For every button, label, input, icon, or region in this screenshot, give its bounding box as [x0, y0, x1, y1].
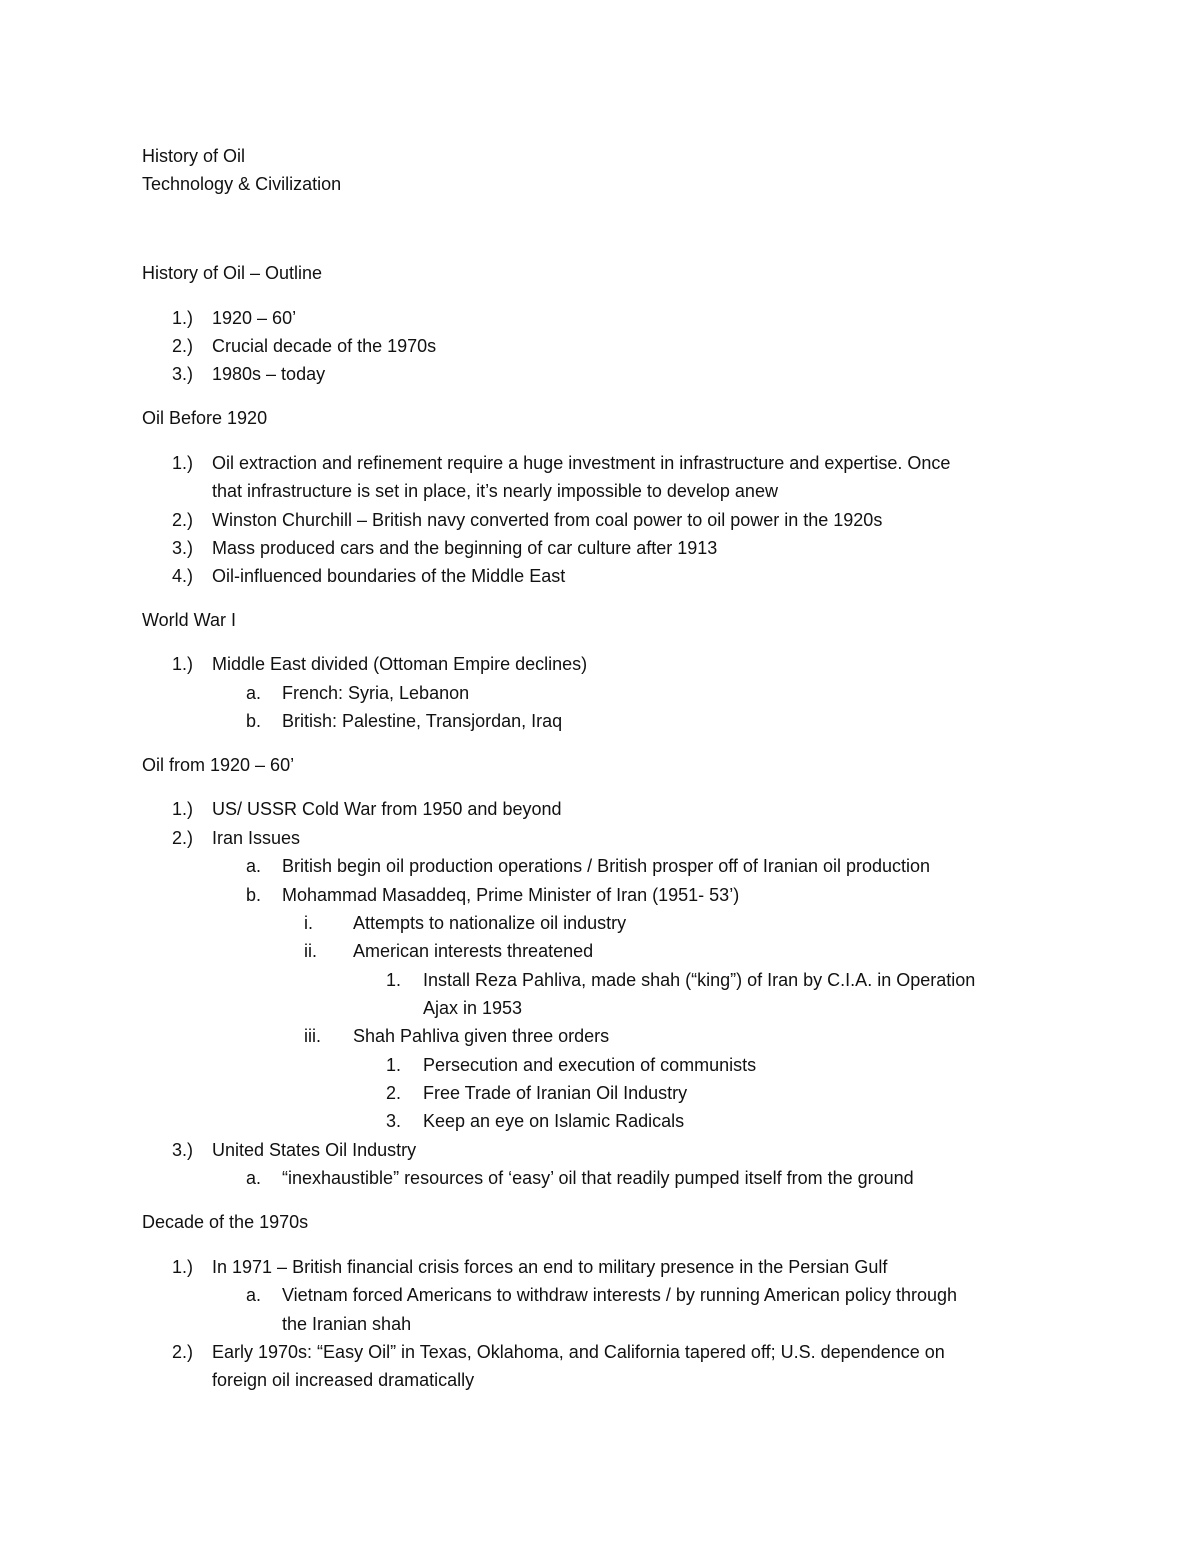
sublist-marker: a.	[246, 1168, 262, 1188]
list-item: Oil extraction and refinement require a huge investment in infrastructure and expertise. Once	[212, 453, 951, 473]
section-heading-before-1920: Oil Before 1920	[142, 408, 268, 428]
list-item: Winston Churchill – British navy converted from coal power to oil power in the 1920s	[212, 510, 883, 530]
numbered-item: Persecution and execution of communists	[423, 1055, 757, 1075]
list-item: 1920 – 60’	[212, 308, 297, 328]
sublist-item: Mohammad Masaddeq, Prime Minister of Iran (1951- 53’)	[282, 885, 740, 905]
list-item: In 1971 – British financial crisis forces an end to military presence in the Persian Gulf	[212, 1257, 888, 1277]
list-item: Iran Issues	[212, 828, 301, 848]
numbered-item-continuation: Ajax in 1953	[423, 998, 523, 1018]
numbered-item: Install Reza Pahliva, made shah (“king”) of Iran by C.I.A. in Operation	[423, 970, 976, 990]
numbered-marker: 1.	[386, 1055, 402, 1075]
section-heading-outline: History of Oil – Outline	[142, 263, 323, 283]
list-marker: 4.)	[172, 566, 194, 586]
list-marker: 2.)	[172, 510, 194, 530]
roman-marker: ii.	[304, 941, 317, 961]
sublist-item: British begin oil production operations / British prosper off of Iranian oil production	[282, 856, 931, 876]
sublist-item: Vietnam forced Americans to withdraw interests / by running American policy through	[282, 1285, 957, 1305]
list-marker: 3.)	[172, 1140, 194, 1160]
list-marker: 3.)	[172, 538, 194, 558]
sublist-item-continuation: the Iranian shah	[282, 1314, 412, 1334]
list-marker: 1.)	[172, 453, 194, 473]
list-item: 1980s – today	[212, 364, 326, 384]
roman-item: Attempts to nationalize oil industry	[353, 913, 627, 933]
list-item-continuation: that infrastructure is set in place, it’s nearly impossible to develop anew	[212, 481, 778, 501]
sublist-marker: b.	[246, 885, 262, 905]
course-name: Technology & Civilization	[142, 174, 342, 194]
roman-item: American interests threatened	[353, 941, 594, 961]
sublist-item: British: Palestine, Transjordan, Iraq	[282, 711, 563, 731]
sublist-item: French: Syria, Lebanon	[282, 683, 470, 703]
section-heading-ww1: World War I	[142, 610, 237, 630]
sublist-marker: a.	[246, 1285, 262, 1305]
roman-marker: i.	[304, 913, 313, 933]
sublist-marker: a.	[246, 856, 262, 876]
section-heading-1970s: Decade of the 1970s	[142, 1212, 309, 1232]
list-item: Early 1970s: “Easy Oil” in Texas, Oklahoma, and California tapered off; U.S. dependence on	[212, 1342, 945, 1362]
list-marker: 2.)	[172, 336, 194, 356]
numbered-item: Keep an eye on Islamic Radicals	[423, 1111, 685, 1131]
list-marker: 1.)	[172, 799, 194, 819]
document-title: History of Oil	[142, 146, 246, 166]
list-item: Mass produced cars and the beginning of car culture after 1913	[212, 538, 718, 558]
list-marker: 3.)	[172, 364, 194, 384]
list-marker: 2.)	[172, 828, 194, 848]
list-marker: 1.)	[172, 1257, 194, 1277]
section-heading-1920-60: Oil from 1920 – 60’	[142, 755, 295, 775]
list-item: Crucial decade of the 1970s	[212, 336, 437, 356]
sublist-marker: b.	[246, 711, 262, 731]
list-item: Oil-influenced boundaries of the Middle East	[212, 566, 566, 586]
roman-marker: iii.	[304, 1026, 321, 1046]
list-marker: 2.)	[172, 1342, 194, 1362]
sublist-item: “inexhaustible” resources of ‘easy’ oil that readily pumped itself from the ground	[282, 1168, 914, 1188]
roman-item: Shah Pahliva given three orders	[353, 1026, 610, 1046]
list-item: United States Oil Industry	[212, 1140, 417, 1160]
numbered-marker: 2.	[386, 1083, 402, 1103]
list-marker: 1.)	[172, 308, 194, 328]
list-item: Middle East divided (Ottoman Empire declines)	[212, 654, 588, 674]
numbered-item: Free Trade of Iranian Oil Industry	[423, 1083, 688, 1103]
numbered-marker: 1.	[386, 970, 402, 990]
list-marker: 1.)	[172, 654, 194, 674]
sublist-marker: a.	[246, 683, 262, 703]
list-item-continuation: foreign oil increased dramatically	[212, 1370, 475, 1390]
numbered-marker: 3.	[386, 1111, 402, 1131]
list-item: US/ USSR Cold War from 1950 and beyond	[212, 799, 562, 819]
